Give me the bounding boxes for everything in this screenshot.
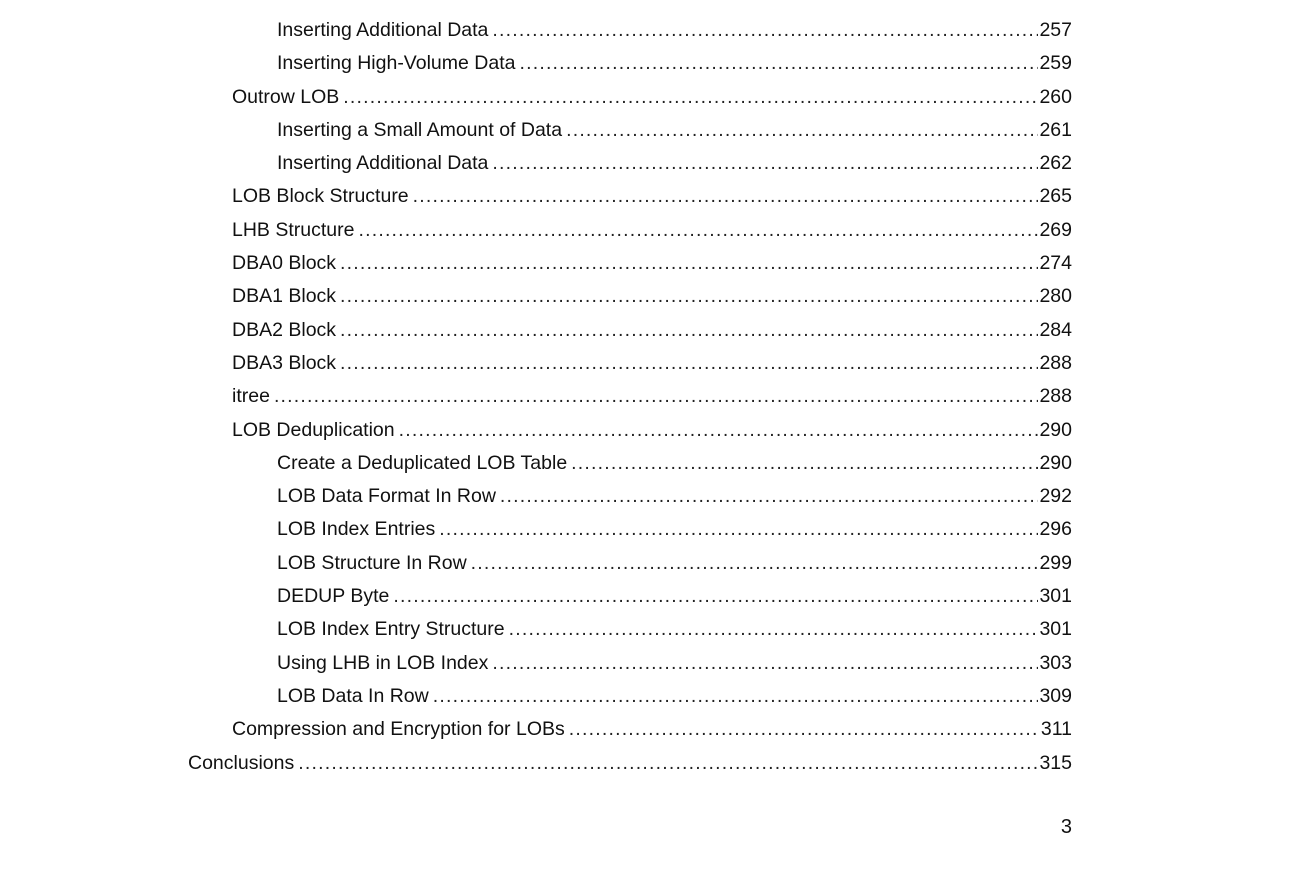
toc-entry[interactable] [0,247,1315,280]
dot-leader [433,680,1039,713]
toc-entry-title: itree [232,385,270,408]
dot-leader [413,180,1039,213]
toc-entry-title: Using LHB in LOB Index [277,651,489,674]
toc-entry-page: 296 [1039,518,1072,541]
toc-entry-page: 262 [1039,152,1072,175]
toc-entry[interactable] [0,47,1315,80]
toc-entry-title: Create a Deduplicated LOB Table [277,451,568,474]
toc-entry[interactable] [0,347,1315,380]
toc-entry[interactable] [0,547,1315,580]
toc-entry[interactable] [0,280,1315,313]
dot-leader [340,314,1038,347]
dot-leader [340,280,1038,313]
toc-entry-title: Outrow LOB [232,85,340,108]
toc-entry[interactable] [0,81,1315,114]
toc-entry-title: LOB Structure In Row [277,551,467,574]
toc-entry[interactable] [0,147,1315,180]
toc-entry-title: LOB Block Structure [232,185,409,208]
toc-entry[interactable] [0,647,1315,680]
dot-leader [274,380,1039,413]
toc-entry-title: DBA2 Block [232,318,337,341]
toc-entry-title: Inserting Additional Data [277,152,489,175]
toc-entry-title: Inserting Additional Data [277,19,489,41]
dot-leader [471,547,1039,580]
dot-leader [399,414,1039,447]
toc-entry-title: DEDUP Byte [277,585,390,608]
toc-entry-page: 288 [1039,385,1072,408]
table-of-contents [0,14,1315,780]
dot-leader [439,513,1038,546]
toc-entry-page: 288 [1039,351,1072,374]
toc-entry-page: 259 [1039,52,1072,75]
toc-entry-page: 311 [1040,718,1072,741]
toc-entry-page: 290 [1039,418,1072,441]
toc-entry[interactable] [0,14,1315,47]
toc-entry-title: DBA1 Block [232,285,337,308]
dot-leader [393,580,1038,613]
toc-entry[interactable] [0,480,1315,513]
dot-leader [509,613,1039,646]
toc-entry-page: 261 [1039,118,1072,141]
toc-entry-title: DBA0 Block [232,252,337,275]
toc-entry-title: Inserting a Small Amount of Data [277,118,563,141]
dot-leader [500,480,1039,513]
page-number: 3 [1060,816,1072,838]
toc-entry-title: Conclusions [188,751,295,774]
toc-entry-page: 257 [1039,19,1072,41]
toc-entry-page: 309 [1039,684,1072,707]
toc-entry-page: 260 [1039,85,1072,108]
toc-entry-page: 315 [1039,751,1072,774]
toc-entry-title: LHB Structure [232,218,355,241]
toc-entry-page: 303 [1039,651,1072,674]
dot-leader [340,347,1038,380]
toc-entry[interactable] [0,180,1315,213]
toc-entry[interactable] [0,713,1315,746]
toc-entry-page: 299 [1039,551,1072,574]
toc-entry[interactable] [0,613,1315,646]
dot-leader [298,747,1038,780]
dot-leader [569,713,1040,746]
toc-entry-page: 280 [1039,285,1072,308]
toc-entry-title: Compression and Encryption for LOBs [232,718,565,741]
toc-entry-title: LOB Index Entries [277,518,436,541]
toc-entry-page: 292 [1039,485,1072,508]
toc-entry-title: LOB Data In Row [277,684,429,707]
dot-leader [343,81,1038,114]
toc-entry-page: 301 [1039,618,1072,641]
toc-entry-title: LOB Index Entry Structure [277,618,505,641]
dot-leader [492,147,1038,180]
toc-entry-page: 265 [1039,185,1072,208]
toc-entry-title: LOB Deduplication [232,418,395,441]
toc-entry[interactable] [0,513,1315,546]
toc-entry-page: 301 [1039,585,1072,608]
toc-entry-title: LOB Data Format In Row [277,485,496,508]
dot-leader [571,447,1038,480]
toc-entry[interactable] [0,414,1315,447]
toc-entry[interactable] [0,214,1315,247]
toc-entry-page: 274 [1039,252,1072,275]
toc-entry[interactable] [0,447,1315,480]
dot-leader [340,247,1038,280]
dot-leader [566,114,1038,147]
toc-entry-title: DBA3 Block [232,351,337,374]
dot-leader [492,14,1038,47]
toc-entry-page: 269 [1039,218,1072,241]
toc-entry[interactable] [0,380,1315,413]
toc-entry[interactable] [0,747,1315,780]
dot-leader [519,47,1038,80]
toc-entry[interactable] [0,680,1315,713]
toc-entry[interactable] [0,580,1315,613]
toc-entry-page: 290 [1039,451,1072,474]
toc-entry-title: Inserting High-Volume Data [277,52,516,75]
dot-leader [492,647,1038,680]
toc-entry[interactable] [0,314,1315,347]
dot-leader [358,214,1038,247]
toc-entry-page: 284 [1039,318,1072,341]
toc-entry[interactable] [0,114,1315,147]
